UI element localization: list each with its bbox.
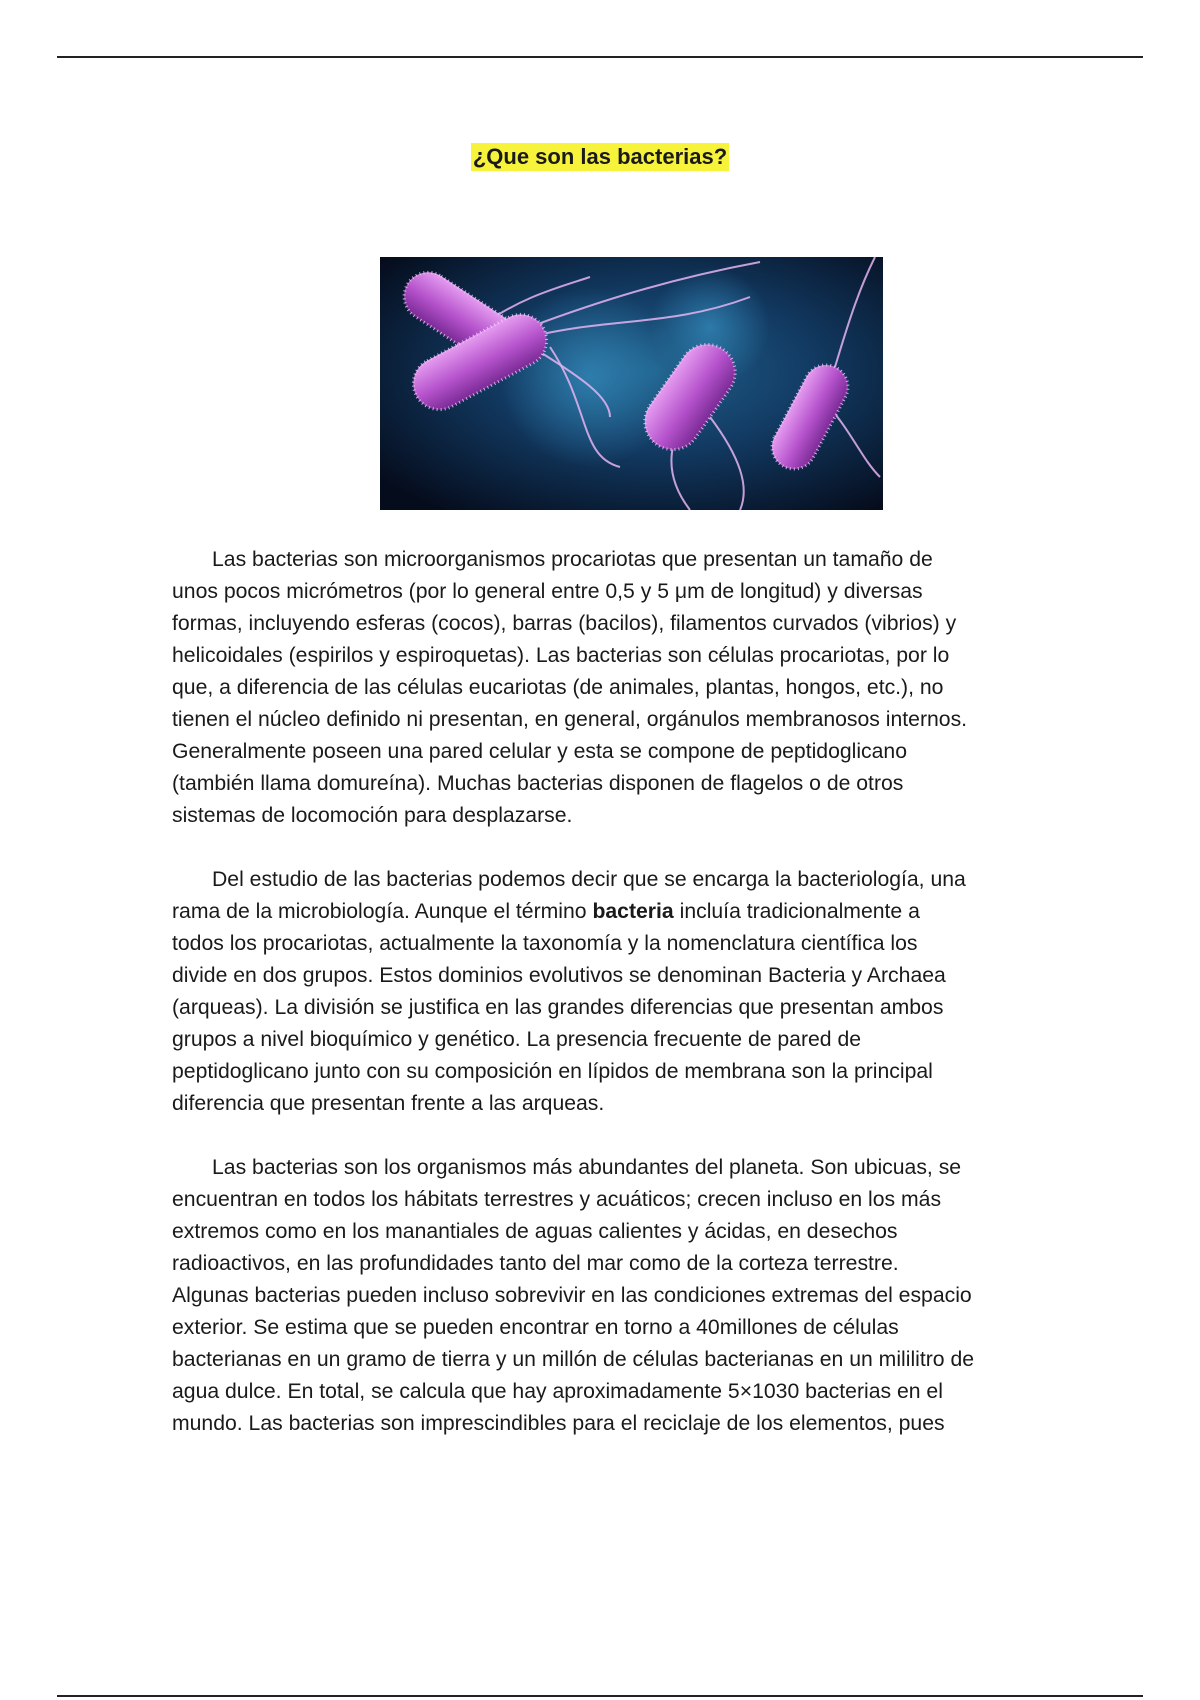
- text-line: Del estudio de las bacterias podemos decir que se encarga la bacteriología, una: [212, 868, 966, 891]
- text-line: diferencia que presentan frente a las arqueas.: [172, 1092, 605, 1115]
- text-line: tienen el núcleo definido ni presentan, en general, orgánulos membranosos internos.: [172, 708, 968, 731]
- text-fragment: rama de la microbiología. Aunque el término: [172, 900, 593, 923]
- text-line: unos pocos micrómetros (por lo general entre 0,5 y 5 μm de longitud) y diversas: [172, 580, 923, 603]
- text-line: bacterianas en un gramo de tierra y un millón de células bacterianas en un mililitro de: [172, 1348, 975, 1371]
- text-fragment: incluía tradicionalmente a: [673, 900, 920, 923]
- text-line: exterior. Se estima que se pueden encontrar en torno a 40millones de células: [172, 1316, 899, 1339]
- text-line: formas, incluyendo esferas (cocos), barras (bacilos), filamentos curvados (vibrios) y: [172, 612, 957, 635]
- text-line: divide en dos grupos. Estos dominios evolutivos se denominan Bacteria y Archaea: [172, 964, 946, 987]
- paragraph-2: [172, 864, 1102, 1120]
- document-body: [172, 544, 1102, 1440]
- paragraph-1: [172, 544, 1102, 832]
- bottom-rule: [57, 1695, 1143, 1697]
- text-line: que, a diferencia de las células eucariotas (de animales, plantas, hongos, etc.), no: [172, 676, 944, 699]
- text-line: mundo. Las bacterias son imprescindibles para el reciclaje de los elementos, pues: [172, 1412, 945, 1435]
- text-line: Las bacterias son microorganismos procariotas que presentan un tamaño de: [212, 548, 933, 571]
- text-line: (también llama domureína). Muchas bacterias disponen de flagelos o de otros: [172, 772, 904, 795]
- text-line: Las bacterias son los organismos más abundantes del planeta. Son ubicuas, se: [212, 1156, 962, 1179]
- text-line: Algunas bacterias pueden incluso sobrevivir en las condiciones extremas del espacio: [172, 1284, 972, 1307]
- bold-term: bacteria: [592, 900, 674, 923]
- text-line: encuentran en todos los hábitats terrestres y acuáticos; crecen incluso en los más: [172, 1188, 942, 1211]
- text-line: peptidoglicano junto con su composición en lípidos de membrana son la principal: [172, 1060, 933, 1083]
- text-line: sistemas de locomoción para desplazarse.: [172, 804, 573, 827]
- text-line: [172, 896, 1102, 928]
- text-line: Generalmente poseen una pared celular y esta se compone de peptidoglicano: [172, 740, 907, 763]
- text-line: radioactivos, en las profundidades tanto del mar como de la corteza terrestre.: [172, 1252, 899, 1275]
- bacteria-image: [380, 257, 883, 510]
- text-line: extremos como en los manantiales de aguas calientes y ácidas, en desechos: [172, 1220, 898, 1243]
- text-line: agua dulce. En total, se calcula que hay aproximadamente 5×1030 bacterias en el: [172, 1380, 943, 1403]
- title-container: [0, 143, 1200, 171]
- bacteria-illustration: [380, 257, 883, 510]
- text-line: todos los procariotas, actualmente la taxonomía y la nomenclatura científica los: [172, 932, 918, 955]
- paragraph-3: [172, 1152, 1102, 1440]
- top-rule: [57, 56, 1143, 58]
- text-line: helicoidales (espirilos y espiroquetas). Las bacterias son células procariotas, por lo: [172, 644, 950, 667]
- document-title: ¿Que son las bacterias?: [472, 144, 728, 169]
- text-line: (arqueas). La división se justifica en las grandes diferencias que presentan ambos: [172, 996, 944, 1019]
- text-line: grupos a nivel bioquímico y genético. La presencia frecuente de pared de: [172, 1028, 862, 1051]
